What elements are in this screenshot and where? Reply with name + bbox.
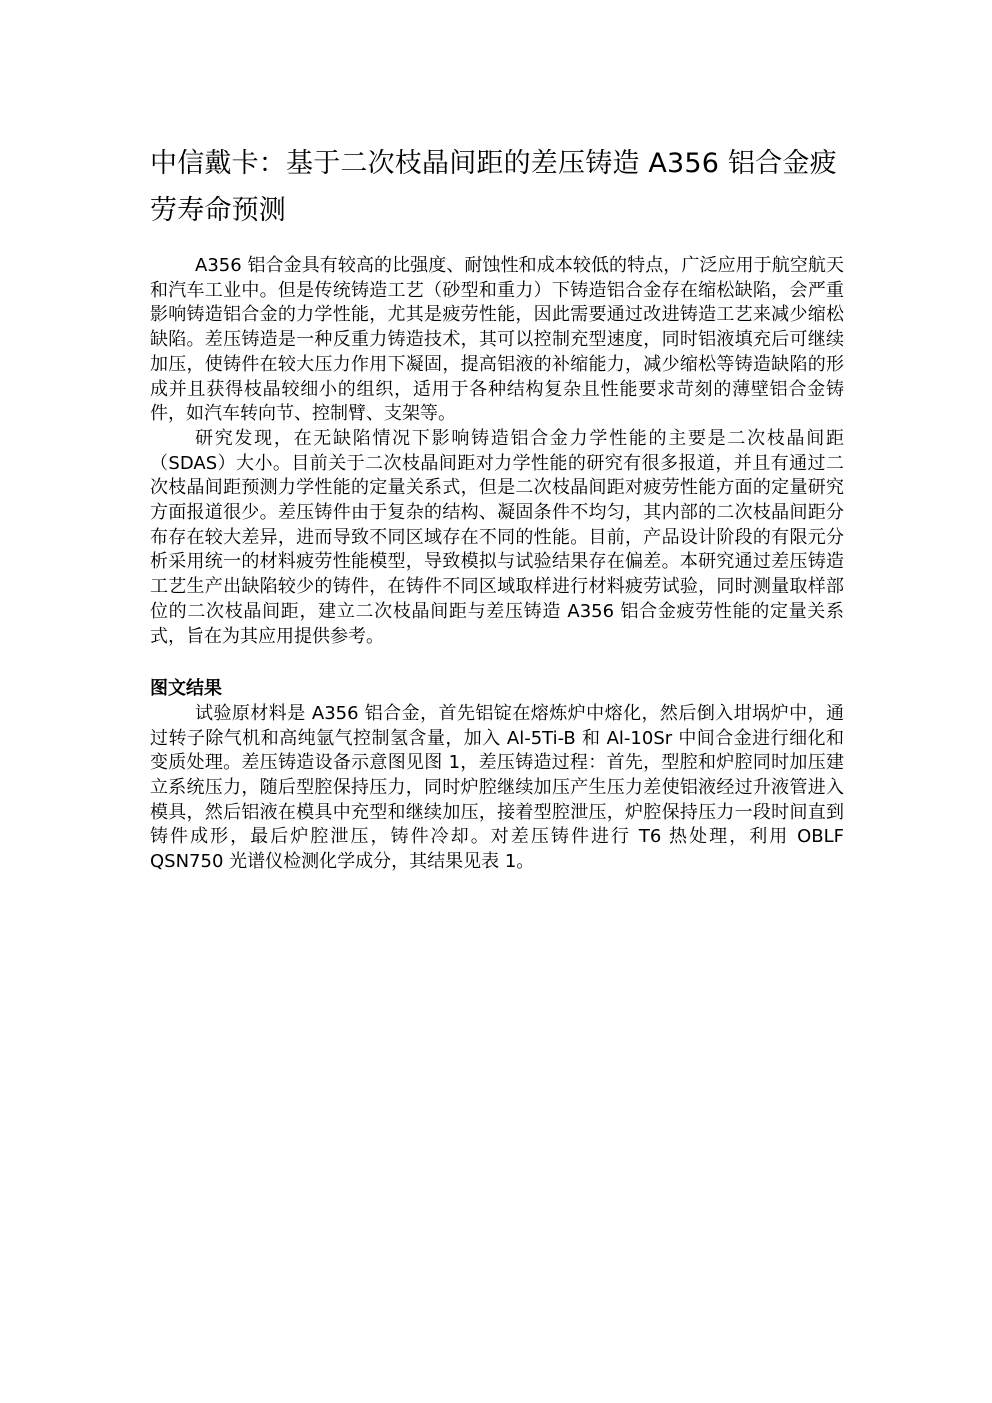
section-heading: 图文结果 — [150, 678, 222, 700]
document-body — [150, 254, 844, 875]
document-title: 中信戴卡：基于二次枝晶间距的差压铸造 A356 铝合金疲劳寿命预测 — [150, 148, 837, 226]
results-paragraph-1: 试验原材料是 A356 铝合金，首先铝锭在熔炼炉中熔化，然后倒入坩埚炉中，通过转子除气机和高纯氩气控制氢含量，加入 Al-5Ti-B 和 Al-10Sr 中间合金进行细化和变质处理。差压铸造设备示意图见图 1，差压铸造过程：首先，型腔和炉腔同时加压建立系统压力，随后型腔保持压力，同时炉腔继续加压产生压力差使铝液经过升液管进入模具，然后铝液在模具中充型和继续加压，接着型腔泄压，炉腔保持压力一段时间直到铸件成形，最后炉腔泄压，铸件冷却。对差压铸件进行 T6 热处理，利用 OBLF QSN750 光谱仪检测化学成分，其结果见表 1。 — [150, 702, 844, 873]
intro-paragraph-2: 研究发现，在无缺陷情况下影响铸造铝合金力学性能的主要是二次枝晶间距（SDAS）大小。目前关于二次枝晶间距对力学性能的研究有很多报道，并且有通过二次枝晶间距预测力学性能的定量关系式，但是二次枝晶间距对疲劳性能方面的定量研究方面报道很少。差压铸件由于复杂的结构、凝固条件不均匀，其内部的二次枝晶间距分布存在较大差异，进而导致不同区域存在不同的性能。目前，产品设计阶段的有限元分析采用统一的材料疲劳性能模型，导致模拟与试验结果存在偏差。本研究通过差压铸造工艺生产出缺陷较少的铸件，在铸件不同区域取样进行材料疲劳试验，同时测量取样部位的二次枝晶间距，建立二次枝晶间距与差压铸造 A356 铝合金疲劳性能的定量关系式，旨在为其应用提供参考。 — [150, 427, 844, 647]
intro-paragraph-1: A356 铝合金具有较高的比强度、耐蚀性和成本较低的特点，广泛应用于航空航天和汽车工业中。但是传统铸造工艺（砂型和重力）下铸造铝合金存在缩松缺陷，会严重影响铸造铝合金的力学性能，尤其是疲劳性能，因此需要通过改进铸造工艺来减少缩松缺陷。差压铸造是一种反重力铸造技术，其可以控制充型速度，同时铝液填充后可继续加压，使铸件在较大压力作用下凝固，提高铝液的补缩能力，减少缩松等铸造缺陷的形成并且获得枝晶较细小的组织，适用于各种结构复杂且性能要求苛刻的薄壁铝合金铸件，如汽车转向节、控制臂、支架等。 — [150, 255, 844, 425]
